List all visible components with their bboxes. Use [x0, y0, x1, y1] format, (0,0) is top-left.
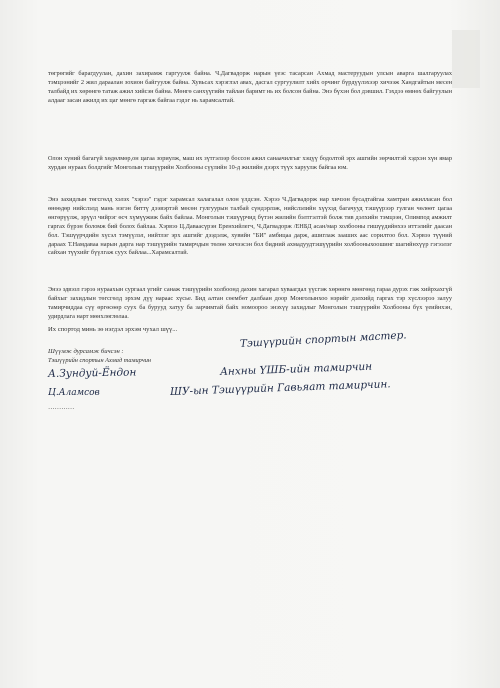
handwritten-title-first-athlete: Анхны ҮШБ-ийн тамирчин — [219, 360, 373, 378]
trailing-dots: ………… — [48, 404, 75, 411]
handwritten-title-sports-master: Тэшүүрийн спортын мастер. — [239, 329, 407, 350]
signature-subheading: Тэшүүрийн спортын Ахмад тамирчин — [48, 357, 151, 364]
paragraph-1: төгрөгийг барагдуулан, дахин захирамж гаргуулж байна. Ч.Дагвадорж нарын үеэс тасарсан Ахмад мастеруудын улсын аварга шалгаруулах тэмцээнийг 2 жил дараалан зохион байгуулж байна. Хувьсах хэрэглэл авах, дасгал сургуулилт хийх орчинг бүрдүүлэхээр хичээж Хандгайтын месен талбайд их хөрөнгө татаж ажил хийсэн байна. Мөнгө санхүүгийн тайлан баримт нь их болсон байна. Энэ бүхэн бол дэвшил. Гэхдээ өмнөх байгуулын алдааг засан ажилд их цаг мөнгө гаргаж байгаа гэдэг нь харамсалтай. — [48, 70, 452, 104]
closing-line: Их спортод минь зө нэгдэл эрхэм чухал шүү... — [48, 326, 178, 333]
paragraph-3: Энэ захидлын төгсгөлд хэлэх "хэрээ" гэдэг харамсал халагалал олон үлдсэн. Хэрээ Ч.Дагвадорж нар хичээн бусадтайгаа хамтран ажилласан бол өнөөдөр нийслэлд мань нэгэн биттү дээвэртэй мөсөн гулгуурын талбай сүндэрлэж, нийслэлийн хүүхэд багачууд тэшүүрээр гулган чөлөөт цагаа өнгөрүүлж, эрүүл чийрэг өсч хүмүүжиж байх байлаа. Монголын тэшүүрчид бүтэн жилийн бэлтгэлтэй болж тив дэлхийн тэмцээн, Олимпод амжилт гаргах бүрэн боломж бий болох байлаа. Хэрвээ Ц.Даваасүрэн Еренхийлегч, Ч.Дагвадорж /ЕНБД асан/мар холбооны гишүүдийнхээ иттэлийг даасан бол. Тэшүүрчдийн хүсэл тэмүүлэл, нийтлэг эрх ашгийг дээдэлж, хувийн "БИ" амбицаа дарж, ашиглаж зааших аас сорилтоо бол. Хэрвээ түүний дараах Т.Намдаваа нарын дарга нар тэшүүрийн тамирчдын төлөө хичээсэн бол бидний ахмадуудтэшүүрийн холбооныхоошинг шагийнхүүр гэгээлэг сайхан түүхийг бүүлгаж суух байлаа...Харамсалтай. — [48, 196, 452, 257]
paragraph-2: Олон хүний багагүй хөдөлмөр,он цагаа зориулж, маш их зүтгэлээр боссон ажил санаачилгыг хэцүү бодолтой эрх ашгийн зөрчилтэй хэдхэн хүн ямар хурдан нураах болдгийг Монголын тэшүүрийн Холбооны сүүлийн 10-д жилийн дээрх түүх харуулж байгаа юм. — [48, 155, 452, 171]
handwritten-signature-zunduy-yondon: А.Зундуй-Ёндон — [47, 366, 137, 380]
scan-margin-strip — [452, 30, 480, 88]
handwritten-title-honored-athlete: ШУ-ын Тэшүүрийн Гавьяат тамирчин. — [169, 378, 391, 398]
handwritten-signature-alamsov: Ц.Аламсов — [48, 388, 100, 398]
signature-heading: Шүүмж дурсамж бичсэн : — [48, 348, 124, 355]
paragraph-4: Энээ эдвэзл гэрээ нураахын сургаал үгийг санаж тэшүүрийн холбоонд дахин хагарал хуваагдал үүсгэж хөрөнгө мөнгөнд гараа дурэх гэж хийрхахгүй байхыг захидлын төгсгөлд эрхэм дүү нарааc хүсье. Бид алтан сөембөт далбаан доор Монголынхоо нэрийг дэлхийд гаргах тэр хүслээрээ залуу тамирчиддаа сүү өргөсөөр суух ба бурууд хатуу ба зарчимтай байх номоороо энэхүү захидлыг Монголын тэшүүрийн Холбооны бүх үеийнхэн, удирдлага нарт мөнхлөглөлаа. — [48, 286, 452, 320]
